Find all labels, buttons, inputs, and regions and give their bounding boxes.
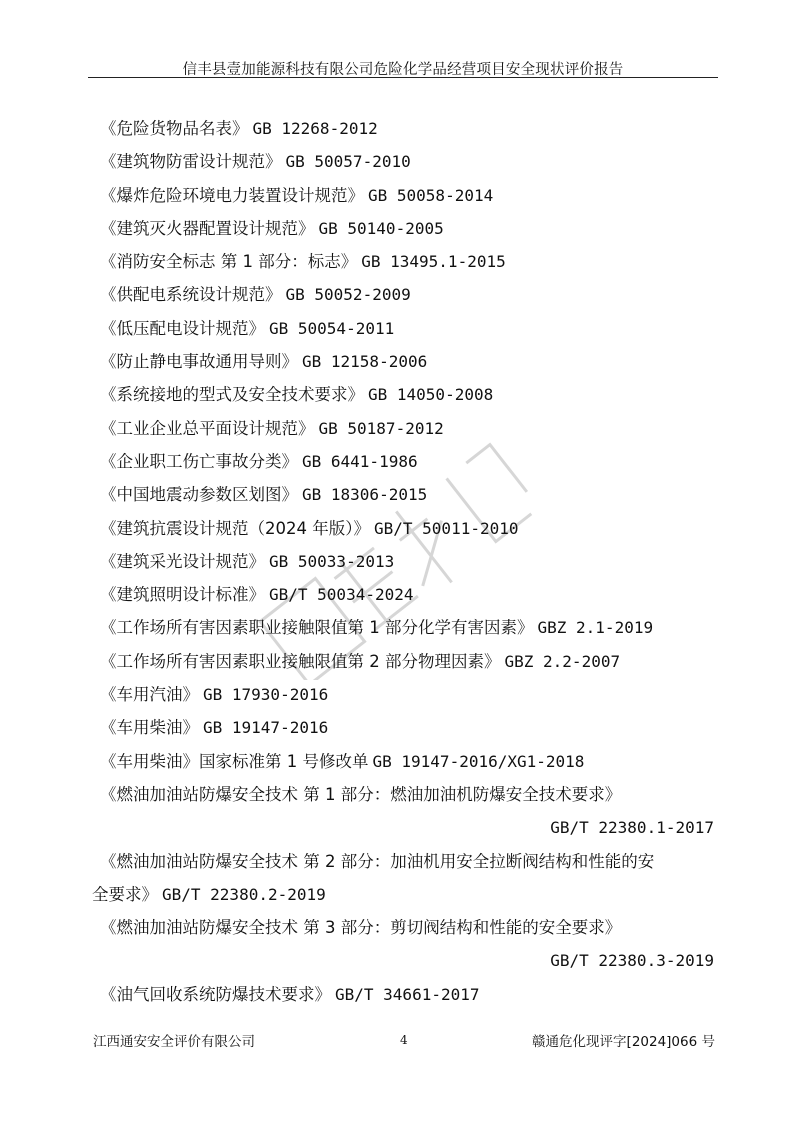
reference-line <box>100 578 714 611</box>
reference-standard-code: GB 19147-2016/XG1-2018 <box>372 751 585 771</box>
reference-standard-code: GB 50054-2011 <box>269 318 395 338</box>
header-divider <box>88 77 718 78</box>
reference-standard-code: GB 50187-2012 <box>318 418 444 438</box>
reference-standard-code: GB/T 50011-2010 <box>374 518 519 538</box>
reference-title: 《燃油加油站防爆安全技术 第 3 部分：剪切阀结构和性能的安全要求》 <box>100 918 622 938</box>
reference-line <box>100 645 714 678</box>
reference-line <box>92 878 714 911</box>
reference-line <box>100 378 714 411</box>
reference-standard-code: GB 14050-2008 <box>368 385 494 405</box>
reference-title: 《系统接地的型式及安全技术要求》 <box>100 385 364 405</box>
reference-title: 《供配电系统设计规范》 <box>100 285 282 305</box>
reference-line <box>100 911 714 944</box>
reference-standard-code: GB/T 22380.3-2019 <box>550 951 714 971</box>
reference-standard-code: GB 12158-2006 <box>302 352 428 372</box>
reference-standard-code: GB 50057-2010 <box>285 152 411 172</box>
reference-title: 《防止静电事故通用导则》 <box>100 352 298 372</box>
reference-title: 《建筑采光设计规范》 <box>100 551 265 571</box>
reference-standard-code: GB 50058-2014 <box>368 185 494 205</box>
reference-title: 《建筑抗震设计规范（2024 年版）》 <box>100 518 370 538</box>
reference-title: 《建筑照明设计标准》 <box>100 585 265 605</box>
reference-line <box>100 245 714 278</box>
reference-title: 《车用柴油》 <box>100 718 199 738</box>
reference-title: 《工作场所有害因素职业接触限值第 2 部分物理因素》 <box>100 651 501 671</box>
page-header-title: 信丰县壹加能源科技有限公司危险化学品经营项目安全现状评价报告 <box>182 62 624 78</box>
reference-line <box>100 145 714 178</box>
reference-standard-code: GB 17930-2016 <box>203 685 329 705</box>
reference-line <box>100 811 714 844</box>
footer-doc-number: 赣通危化现评字[2024]066 号 <box>532 1034 715 1050</box>
reference-standard-code: GB 13495.1-2015 <box>361 252 506 272</box>
reference-line <box>100 745 714 778</box>
reference-title: 《危险货物品名表》 <box>100 119 249 138</box>
reference-standard-code: GB 12268-2012 <box>252 119 378 138</box>
reference-line <box>100 212 714 245</box>
reference-line <box>100 611 714 644</box>
reference-title: 《消防安全标志 第 1 部分：标志》 <box>100 252 358 272</box>
reference-line <box>100 545 714 578</box>
footer-company: 江西通安安全评价有限公司 <box>93 1034 255 1050</box>
reference-line <box>100 278 714 311</box>
reference-title: 《车用柴油》国家标准第 1 号修改单 <box>100 751 369 771</box>
reference-line <box>100 778 714 811</box>
reference-line <box>100 512 714 545</box>
reference-standard-code: GB 6441-1986 <box>302 451 418 471</box>
reference-title: 全要求》 <box>92 884 158 904</box>
reference-standard-code: GB 50140-2005 <box>318 218 444 238</box>
reference-line <box>100 345 714 378</box>
reference-line <box>100 412 714 445</box>
reference-standard-code: GB 50033-2013 <box>269 551 395 571</box>
reference-title: 《油气回收系统防爆技术要求》 <box>100 984 331 1004</box>
reference-title: 《工业企业总平面设计规范》 <box>100 418 315 438</box>
reference-standard-code: GB 19147-2016 <box>203 718 329 738</box>
reference-standard-code: GB/T 50034-2024 <box>269 585 414 605</box>
reference-standard-code: GBZ 2.2-2007 <box>504 651 621 671</box>
reference-standard-code: GB/T 22380.2-2019 <box>162 884 326 904</box>
reference-title: 《中国地震动参数区划图》 <box>100 485 298 505</box>
reference-standard-code: GB 18306-2015 <box>302 485 428 505</box>
reference-title: 《爆炸危险环境电力装置设计规范》 <box>100 185 364 205</box>
reference-title: 《低压配电设计规范》 <box>100 318 265 338</box>
reference-standard-code: GBZ 2.1-2019 <box>537 618 654 638</box>
reference-line <box>100 179 714 212</box>
reference-line <box>100 711 714 744</box>
reference-line <box>100 478 714 511</box>
reference-line <box>100 978 714 1011</box>
reference-line <box>100 312 714 345</box>
page-footer <box>93 1030 715 1050</box>
reference-standard-code: GB 50052-2009 <box>285 285 411 305</box>
reference-line <box>100 944 714 977</box>
reference-title: 《建筑物防雷设计规范》 <box>100 152 282 172</box>
footer-page-number: 4 <box>400 1033 408 1047</box>
reference-line <box>100 845 714 878</box>
reference-title: 《工作场所有害因素职业接触限值第 1 部分化学有害因素》 <box>100 618 534 638</box>
reference-title: 《燃油加油站防爆安全技术 第 2 部分：加油机用安全拉断阀结构和性能的安 <box>100 851 655 871</box>
reference-title: 《企业职工伤亡事故分类》 <box>100 451 298 471</box>
reference-standard-code: GB/T 22380.1-2017 <box>550 818 714 838</box>
reference-line <box>100 112 714 145</box>
reference-title: 《燃油加油站防爆安全技术 第 1 部分：燃油加油机防爆安全技术要求》 <box>100 784 622 804</box>
reference-line <box>100 678 714 711</box>
reference-title: 《建筑灭火器配置设计规范》 <box>100 218 315 238</box>
reference-standard-code: GB/T 34661-2017 <box>335 984 480 1004</box>
reference-list <box>92 112 714 1011</box>
reference-line <box>100 445 714 478</box>
reference-title: 《车用汽油》 <box>100 685 199 705</box>
